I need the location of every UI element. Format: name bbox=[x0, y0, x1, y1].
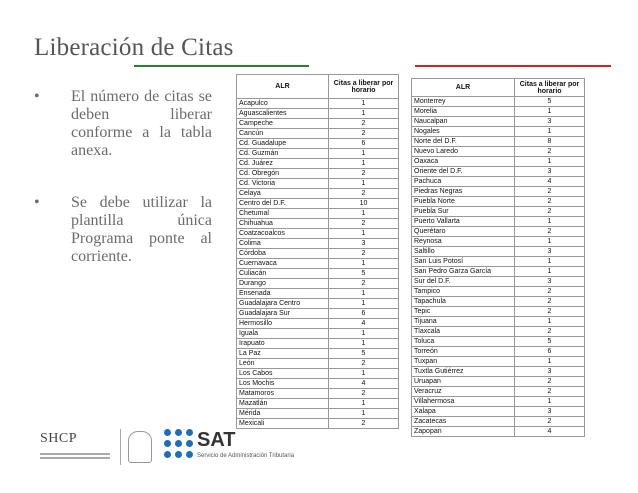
table-row bbox=[237, 249, 399, 259]
table-row bbox=[412, 317, 585, 327]
citas-cell: 1 bbox=[329, 99, 399, 109]
alr-cell: Naucalpan bbox=[412, 117, 515, 127]
citas-cell: 1 bbox=[515, 217, 585, 227]
citas-cell: 1 bbox=[329, 369, 399, 379]
table-row bbox=[412, 187, 585, 197]
table-row bbox=[412, 137, 585, 147]
table-row bbox=[412, 287, 585, 297]
table-row bbox=[237, 189, 399, 199]
table-row bbox=[412, 427, 585, 437]
table-row bbox=[237, 139, 399, 149]
citas-cell: 6 bbox=[329, 309, 399, 319]
citas-cell: 2 bbox=[329, 249, 399, 259]
table-row bbox=[412, 277, 585, 287]
table-row bbox=[412, 217, 585, 227]
citas-cell: 2 bbox=[515, 377, 585, 387]
alr-cell: Cuernavaca bbox=[237, 259, 329, 269]
citas-cell: 1 bbox=[329, 109, 399, 119]
table-row bbox=[412, 167, 585, 177]
alr-cell: Culiacán bbox=[237, 269, 329, 279]
sat-subtitle: Servicio de Administración Tributaria bbox=[197, 453, 295, 459]
table-row bbox=[412, 337, 585, 347]
table-row bbox=[412, 207, 585, 217]
sat-logo: SAT bbox=[197, 429, 236, 451]
column-header-alr: ALR bbox=[237, 75, 329, 99]
citas-cell: 2 bbox=[515, 287, 585, 297]
alr-cell: Celaya bbox=[237, 189, 329, 199]
citas-cell: 8 bbox=[515, 137, 585, 147]
national-seal-icon bbox=[128, 431, 152, 463]
citas-cell: 1 bbox=[329, 149, 399, 159]
table-row bbox=[237, 199, 399, 209]
citas-cell: 4 bbox=[329, 319, 399, 329]
alr-cell: Guadalajara Sur bbox=[237, 309, 329, 319]
table-row bbox=[412, 247, 585, 257]
citas-cell: 3 bbox=[515, 247, 585, 257]
alr-cell: Los Cabos bbox=[237, 369, 329, 379]
alr-cell: Matamoros bbox=[237, 389, 329, 399]
alr-cell: Monterrey bbox=[412, 97, 515, 107]
table-row bbox=[237, 349, 399, 359]
alr-cell: Iguala bbox=[237, 329, 329, 339]
citas-cell: 2 bbox=[329, 119, 399, 129]
alr-cell: Colima bbox=[237, 239, 329, 249]
table-row bbox=[237, 209, 399, 219]
table-row bbox=[237, 239, 399, 249]
alr-cell: Puebla Norte bbox=[412, 197, 515, 207]
citas-cell: 2 bbox=[515, 207, 585, 217]
table-row bbox=[237, 219, 399, 229]
bullet-icon: • bbox=[34, 194, 40, 211]
table-row bbox=[237, 339, 399, 349]
table-row bbox=[412, 327, 585, 337]
bullet-list bbox=[34, 88, 212, 300]
citas-cell: 2 bbox=[329, 419, 399, 429]
alr-cell: Oriente del D.F. bbox=[412, 167, 515, 177]
citas-cell: 3 bbox=[329, 239, 399, 249]
table-row bbox=[412, 407, 585, 417]
citas-cell: 2 bbox=[515, 197, 585, 207]
citas-cell: 1 bbox=[515, 237, 585, 247]
table-row bbox=[412, 147, 585, 157]
citas-cell: 3 bbox=[515, 367, 585, 377]
table-row bbox=[237, 119, 399, 129]
citas-cell: 2 bbox=[515, 307, 585, 317]
alr-cell: Guadalajara Centro bbox=[237, 299, 329, 309]
alr-cell: Villahermosa bbox=[412, 397, 515, 407]
citas-cell: 2 bbox=[515, 187, 585, 197]
alr-cell: Aguascalientes bbox=[237, 109, 329, 119]
citas-cell: 4 bbox=[515, 427, 585, 437]
bullet-text: El número de citas se deben liberar conforme a la tabla anexa. bbox=[71, 88, 212, 159]
alr-cell: Tepic bbox=[412, 307, 515, 317]
alr-cell: Mazatlán bbox=[237, 399, 329, 409]
citas-cell: 2 bbox=[329, 219, 399, 229]
bullet-item bbox=[34, 194, 212, 266]
alr-cell: Puerto Vallarta bbox=[412, 217, 515, 227]
table-row bbox=[412, 177, 585, 187]
alr-cell: Durango bbox=[237, 279, 329, 289]
alr-cell: Mérida bbox=[237, 409, 329, 419]
table-row bbox=[412, 227, 585, 237]
citas-table-right bbox=[411, 78, 585, 437]
table-row bbox=[412, 307, 585, 317]
table-row bbox=[412, 397, 585, 407]
citas-cell: 1 bbox=[515, 127, 585, 137]
alr-cell: Puebla Sur bbox=[412, 207, 515, 217]
alr-cell: Piedras Negras bbox=[412, 187, 515, 197]
sat-dots-icon bbox=[164, 429, 194, 459]
table-row bbox=[412, 357, 585, 367]
column-header-citas: Citas a liberar por horario bbox=[329, 75, 399, 99]
table-row bbox=[237, 389, 399, 399]
citas-cell: 1 bbox=[329, 179, 399, 189]
table-row bbox=[412, 367, 585, 377]
table-row bbox=[237, 229, 399, 239]
alr-cell: Campeche bbox=[237, 119, 329, 129]
alr-cell: Cd. Victoria bbox=[237, 179, 329, 189]
alr-cell: Saltillo bbox=[412, 247, 515, 257]
citas-cell: 1 bbox=[329, 299, 399, 309]
citas-cell: 3 bbox=[515, 407, 585, 417]
alr-cell: Torreón bbox=[412, 347, 515, 357]
column-header-citas: Citas a liberar por horario bbox=[515, 79, 585, 97]
table-row bbox=[412, 267, 585, 277]
bullet-text: Se debe utilizar la plantilla única Programa ponte al corriente. bbox=[71, 194, 212, 265]
alr-cell: Morelia bbox=[412, 107, 515, 117]
citas-cell: 1 bbox=[329, 159, 399, 169]
alr-cell: Oaxaca bbox=[412, 157, 515, 167]
citas-cell: 2 bbox=[515, 417, 585, 427]
alr-cell: Cd. Juárez bbox=[237, 159, 329, 169]
citas-cell: 4 bbox=[515, 177, 585, 187]
column-header-alr: ALR bbox=[412, 79, 515, 97]
citas-cell: 4 bbox=[329, 379, 399, 389]
citas-cell: 2 bbox=[329, 279, 399, 289]
footer-logos bbox=[40, 427, 300, 467]
citas-cell: 2 bbox=[329, 389, 399, 399]
table-row bbox=[412, 97, 585, 107]
table-row bbox=[237, 279, 399, 289]
citas-cell: 5 bbox=[515, 337, 585, 347]
citas-cell: 1 bbox=[329, 399, 399, 409]
alr-cell: Cd. Obregón bbox=[237, 169, 329, 179]
citas-cell: 1 bbox=[515, 357, 585, 367]
citas-cell: 1 bbox=[329, 259, 399, 269]
alr-cell: Tlaxcala bbox=[412, 327, 515, 337]
alr-cell: San Luis Potosí bbox=[412, 257, 515, 267]
citas-cell: 3 bbox=[515, 167, 585, 177]
citas-cell: 6 bbox=[329, 139, 399, 149]
table-header-row bbox=[412, 79, 585, 97]
citas-cell: 2 bbox=[329, 359, 399, 369]
alr-cell: Coatzacoalcos bbox=[237, 229, 329, 239]
alr-cell: Toluca bbox=[412, 337, 515, 347]
bullet-icon: • bbox=[34, 88, 40, 105]
alr-cell: Reynosa bbox=[412, 237, 515, 247]
alr-cell: Norte del D.F. bbox=[412, 137, 515, 147]
table-row bbox=[237, 359, 399, 369]
alr-cell: Acapulco bbox=[237, 99, 329, 109]
table-row bbox=[237, 109, 399, 119]
alr-cell: Nogales bbox=[412, 127, 515, 137]
alr-cell: Ensenada bbox=[237, 289, 329, 299]
alr-cell: Querétaro bbox=[412, 227, 515, 237]
citas-cell: 2 bbox=[329, 169, 399, 179]
alr-cell: Veracruz bbox=[412, 387, 515, 397]
alr-cell: Hermosillo bbox=[237, 319, 329, 329]
alr-cell: Chihuahua bbox=[237, 219, 329, 229]
alr-cell: San Pedro Garza García bbox=[412, 267, 515, 277]
shcp-logo-underline bbox=[40, 451, 110, 461]
table-row bbox=[237, 159, 399, 169]
table-row bbox=[412, 377, 585, 387]
alr-cell: Zacatecas bbox=[412, 417, 515, 427]
table-row bbox=[237, 329, 399, 339]
citas-cell: 2 bbox=[515, 227, 585, 237]
citas-cell: 1 bbox=[515, 317, 585, 327]
title-rule-red bbox=[415, 65, 611, 67]
citas-cell: 6 bbox=[515, 347, 585, 357]
citas-cell: 1 bbox=[329, 339, 399, 349]
citas-cell: 10 bbox=[329, 199, 399, 209]
table-row bbox=[237, 149, 399, 159]
citas-cell: 1 bbox=[329, 289, 399, 299]
alr-cell: Los Mochis bbox=[237, 379, 329, 389]
citas-cell: 2 bbox=[515, 147, 585, 157]
table-row bbox=[237, 99, 399, 109]
citas-cell: 1 bbox=[329, 409, 399, 419]
alr-cell: Cd. Guzmán bbox=[237, 149, 329, 159]
table-row bbox=[237, 409, 399, 419]
alr-cell: Chetumal bbox=[237, 209, 329, 219]
citas-cell: 2 bbox=[515, 297, 585, 307]
alr-cell: Tuxtla Gutiérrez bbox=[412, 367, 515, 377]
table-row bbox=[237, 269, 399, 279]
table-row bbox=[237, 179, 399, 189]
citas-cell: 1 bbox=[329, 229, 399, 239]
shcp-logo: SHCP bbox=[40, 431, 78, 446]
citas-cell: 5 bbox=[329, 349, 399, 359]
table-row bbox=[412, 117, 585, 127]
table-row bbox=[412, 387, 585, 397]
table-row bbox=[412, 257, 585, 267]
table-row bbox=[237, 319, 399, 329]
alr-cell: Córdoba bbox=[237, 249, 329, 259]
table-row bbox=[412, 197, 585, 207]
table-row bbox=[412, 157, 585, 167]
alr-cell: La Paz bbox=[237, 349, 329, 359]
table-row bbox=[412, 237, 585, 247]
alr-cell: Zapopan bbox=[412, 427, 515, 437]
table-row bbox=[412, 347, 585, 357]
citas-cell: 2 bbox=[329, 189, 399, 199]
table-row bbox=[412, 107, 585, 117]
alr-cell: León bbox=[237, 359, 329, 369]
alr-cell: Xalapa bbox=[412, 407, 515, 417]
alr-cell: Irapuato bbox=[237, 339, 329, 349]
table-row bbox=[237, 309, 399, 319]
title-rule-green bbox=[134, 65, 309, 67]
alr-cell: Centro del D.F. bbox=[237, 199, 329, 209]
table-row bbox=[412, 417, 585, 427]
alr-cell: Cancún bbox=[237, 129, 329, 139]
citas-cell: 1 bbox=[515, 397, 585, 407]
alr-cell: Tampico bbox=[412, 287, 515, 297]
citas-cell: 5 bbox=[515, 97, 585, 107]
citas-table-left bbox=[236, 74, 399, 429]
alr-cell: Pachuca bbox=[412, 177, 515, 187]
citas-cell: 3 bbox=[515, 277, 585, 287]
citas-cell: 1 bbox=[329, 329, 399, 339]
citas-cell: 5 bbox=[329, 269, 399, 279]
logo-divider bbox=[120, 429, 121, 465]
alr-cell: Uruapan bbox=[412, 377, 515, 387]
alr-cell: Tijuana bbox=[412, 317, 515, 327]
citas-cell: 1 bbox=[515, 157, 585, 167]
table-row bbox=[237, 259, 399, 269]
alr-cell: Sur del D.F. bbox=[412, 277, 515, 287]
bullet-item bbox=[34, 88, 212, 160]
table-row bbox=[237, 299, 399, 309]
alr-cell: Tuxpan bbox=[412, 357, 515, 367]
citas-cell: 1 bbox=[329, 209, 399, 219]
citas-cell: 2 bbox=[329, 129, 399, 139]
table-row bbox=[237, 399, 399, 409]
alr-cell: Mexicali bbox=[237, 419, 329, 429]
citas-cell: 3 bbox=[515, 117, 585, 127]
alr-cell: Nuevo Laredo bbox=[412, 147, 515, 157]
table-row bbox=[412, 127, 585, 137]
citas-cell: 1 bbox=[515, 107, 585, 117]
alr-cell: Tapachula bbox=[412, 297, 515, 307]
table-row bbox=[237, 379, 399, 389]
table-row bbox=[237, 169, 399, 179]
citas-cell: 1 bbox=[515, 257, 585, 267]
table-row bbox=[237, 129, 399, 139]
table-header-row bbox=[237, 75, 399, 99]
citas-cell: 2 bbox=[515, 387, 585, 397]
alr-cell: Cd. Guadalupe bbox=[237, 139, 329, 149]
table-row bbox=[412, 297, 585, 307]
citas-cell: 1 bbox=[515, 267, 585, 277]
table-row bbox=[237, 289, 399, 299]
citas-cell: 2 bbox=[515, 327, 585, 337]
table-row bbox=[237, 369, 399, 379]
slide-title: Liberación de Citas bbox=[34, 34, 234, 61]
